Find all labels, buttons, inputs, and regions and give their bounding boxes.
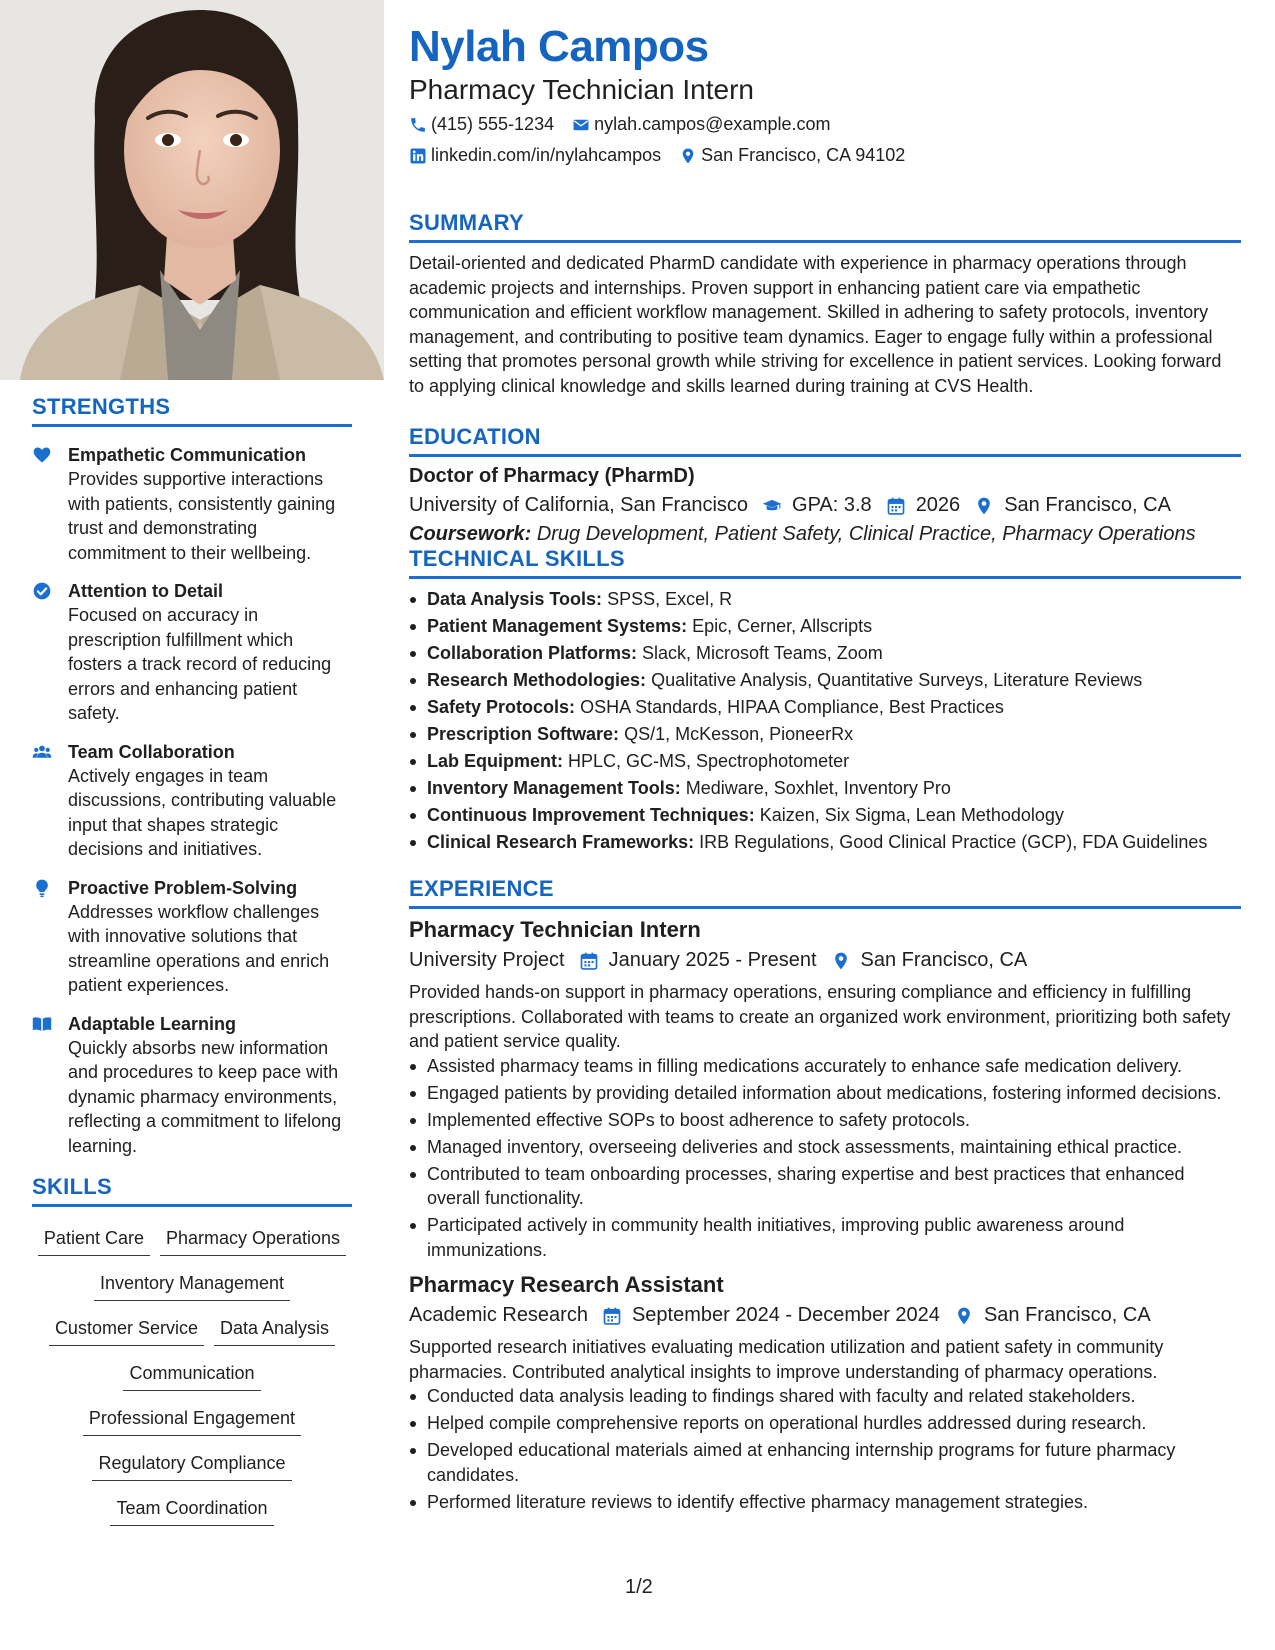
job-meta: [409, 949, 1241, 972]
candidate-name: Nylah Campos: [409, 22, 709, 71]
school-name: University of California, San Francisco: [409, 494, 749, 516]
summary-text: Detail-oriented and dedicated PharmD candidate with experience in pharmacy operations through academic projects and internships. Proven support in enhancing patient care via empathetic communication and efficient workflow management. Skilled in adhering to safety protocols, inventory management, and contributing to positive team dynamics. Eager to engage fully within a professional setting that promotes personal growth while striving for excellence in patient services. Looking forward to applying clinical knowledge and skills learned during training at CVS Health.: [409, 253, 1222, 396]
list-item: Contributed to team onboarding processes, sharing expertise and best practices that enhanced overall functionality.: [409, 1162, 1241, 1211]
skill-tag: Pharmacy Operations: [160, 1223, 346, 1256]
candidate-role: Pharmacy Technician Intern: [409, 74, 754, 105]
list-item: Clinical Research Frameworks: IRB Regulations, Good Clinical Practice (GCP), FDA Guidelines: [409, 830, 1241, 855]
job-bullets: [409, 1384, 1241, 1514]
map-pin-icon: [831, 951, 851, 971]
education-meta: [409, 494, 1241, 517]
job-dates-text: September 2024 - December 2024: [631, 1304, 940, 1326]
location-text: San Francisco, CA 94102: [701, 145, 906, 165]
list-item: Data Analysis Tools: SPSS, Excel, R: [409, 587, 1241, 612]
job-description: Provided hands-on support in pharmacy operations, ensuring compliance and efficiency in fulfilling prescriptions. Collaborated with teams to create an organized work environment, prioritizing both safety and patient service quality.: [409, 982, 1231, 1051]
strength-description: Provides supportive interactions with patients, consistently gaining trust and demonstrating commitment to their wellbeing.: [68, 469, 336, 563]
degree-name: Doctor of Pharmacy (PharmD): [409, 465, 695, 487]
job-bullets: [409, 1054, 1241, 1263]
skills-section: [32, 1174, 352, 1532]
job-org: Academic Research: [409, 1304, 588, 1326]
strength-name: Empathetic Communication: [68, 445, 307, 465]
experience-section: [409, 876, 1241, 1517]
skill-tag: Regulatory Compliance: [92, 1448, 291, 1481]
strength-name: Attention to Detail: [68, 581, 223, 601]
book-open-icon: [32, 1012, 68, 1034]
calendar-icon: [602, 1306, 622, 1326]
strength-name: Proactive Problem-Solving: [68, 877, 298, 898]
list-item: Developed educational materials aimed at enhancing internship programs for future pharmacy candidates.: [409, 1438, 1241, 1487]
strength-description: Addresses workflow challenges with innovative solutions that streamline operations and enrich patient experiences.: [68, 901, 330, 995]
education-location-text: San Francisco, CA: [1004, 494, 1171, 516]
year-item: [886, 494, 961, 517]
education-location: [974, 494, 1171, 517]
calendar-icon: [579, 951, 599, 971]
coursework-list: Drug Development, Patient Safety, Clinical Practice, Pharmacy Operations: [536, 523, 1196, 545]
coursework-label: Coursework:: [409, 523, 532, 545]
job-location: [831, 949, 1028, 972]
list-item: Conducted data analysis leading to findings shared with faculty and related stakeholders.: [409, 1384, 1241, 1409]
check-circle-icon: [32, 579, 68, 601]
list-item: Lab Equipment: HPLC, GC-MS, Spectrophotometer: [409, 749, 1241, 774]
gpa-value: GPA: 3.8: [792, 494, 872, 516]
education-title: EDUCATION: [409, 424, 1241, 457]
list-item: Continuous Improvement Techniques: Kaizen, Six Sigma, Lean Methodology: [409, 803, 1241, 828]
users-icon: [32, 740, 68, 762]
email-contact[interactable]: [572, 114, 830, 135]
technical-skills-title: TECHNICAL SKILLS: [409, 546, 1241, 579]
skill-tag: Patient Care: [38, 1223, 150, 1256]
job-location-text: San Francisco, CA: [983, 1304, 1151, 1326]
strength-description: Focused on accuracy in prescription fulfillment which fosters a track record of reducing errors and enhancing patient safety.: [68, 605, 332, 723]
list-item: Implemented effective SOPs to boost adherence to safety protocols.: [409, 1108, 1241, 1133]
strengths-section: [32, 394, 352, 1158]
phone-icon: [409, 116, 427, 134]
list-item: Prescription Software: QS/1, McKesson, PioneerRx: [409, 722, 1241, 747]
job-location-text: San Francisco, CA: [860, 949, 1028, 971]
skill-tag: Data Analysis: [214, 1313, 335, 1346]
job-description: Supported research initiatives evaluating medication utilization and patient safety in community pharmacies. Contributed analytical insights to improve understanding of pharmacy operations.: [409, 1337, 1164, 1382]
strength-item: [32, 443, 352, 565]
job-dates-text: January 2025 - Present: [608, 949, 817, 971]
linkedin-icon: [409, 147, 427, 165]
contact-row-2: [409, 145, 923, 166]
coursework: [409, 523, 1241, 546]
job-entry: [409, 1272, 1241, 1514]
summary-title: SUMMARY: [409, 210, 1241, 243]
list-item: Safety Protocols: OSHA Standards, HIPAA Compliance, Best Practices: [409, 695, 1241, 720]
envelope-icon: [572, 116, 590, 134]
technical-skills-section: [409, 546, 1241, 857]
lightbulb-icon: [32, 876, 68, 898]
strength-description: Quickly absorbs new information and procedures to keep pace with dynamic pharmacy environments, reflecting a commitment to lifelong learning.: [68, 1037, 342, 1156]
graduation-cap-icon: [762, 496, 782, 516]
education-section: [409, 424, 1241, 546]
linkedin-contact[interactable]: [409, 145, 661, 166]
skill-tag: Professional Engagement: [83, 1403, 301, 1436]
list-item: Participated actively in community health initiatives, improving public awareness around immunizations.: [409, 1213, 1241, 1262]
heart-icon: [32, 443, 68, 465]
strength-name: Team Collaboration: [68, 741, 235, 762]
page-number: 1/2: [625, 1576, 653, 1598]
location-contact: [679, 145, 905, 166]
list-item: Helped compile comprehensive reports on operational hurdles addressed during research.: [409, 1411, 1241, 1436]
job-entry: [409, 917, 1241, 1262]
strength-item: [32, 876, 352, 998]
summary-section: [409, 210, 1241, 398]
skills-title: SKILLS: [32, 1174, 352, 1207]
list-item: Managed inventory, overseeing deliveries and stock assessments, maintaining ethical practice.: [409, 1135, 1241, 1160]
skills-list: [32, 1217, 352, 1532]
job-dates: [579, 949, 817, 972]
skill-tag: Customer Service: [49, 1313, 204, 1346]
list-item: Assisted pharmacy teams in filling medications accurately to enhance safe medication delivery.: [409, 1054, 1241, 1079]
list-item: Performed literature reviews to identify effective pharmacy management strategies.: [409, 1490, 1241, 1515]
list-item: Inventory Management Tools: Mediware, Soxhlet, Inventory Pro: [409, 776, 1241, 801]
contact-row-1: [409, 114, 848, 135]
technical-skills-list: [409, 587, 1241, 855]
calendar-icon: [886, 496, 906, 516]
phone-number: (415) 555-1234: [431, 114, 555, 134]
skill-tag: Communication: [123, 1358, 260, 1391]
experience-title: EXPERIENCE: [409, 876, 1241, 909]
strength-item: [32, 740, 352, 862]
strength-item: [32, 579, 352, 726]
graduation-year: 2026: [915, 494, 961, 516]
portrait-illustration: [0, 0, 384, 380]
strength-name: Adaptable Learning: [68, 1013, 237, 1034]
map-pin-icon: [954, 1306, 974, 1326]
strength-item: [32, 1012, 352, 1159]
list-item: Patient Management Systems: Epic, Cerner, Allscripts: [409, 614, 1241, 639]
profile-photo: [0, 0, 384, 380]
skill-tag: Team Coordination: [110, 1493, 273, 1526]
gpa-item: [762, 494, 872, 517]
job-dates: [602, 1304, 940, 1327]
email-address[interactable]: nylah.campos@example.com: [594, 114, 831, 134]
job-title: Pharmacy Research Assistant: [409, 1272, 724, 1297]
linkedin-url[interactable]: linkedin.com/in/nylahcampos: [431, 145, 662, 165]
map-pin-icon: [974, 496, 994, 516]
job-meta: [409, 1304, 1241, 1327]
strengths-title: STRENGTHS: [32, 394, 352, 427]
list-item: Collaboration Platforms: Slack, Microsoft Teams, Zoom: [409, 641, 1241, 666]
map-pin-icon: [679, 147, 697, 165]
job-org: University Project: [409, 949, 565, 971]
phone-contact: [409, 114, 554, 135]
skill-tag: Inventory Management: [94, 1268, 290, 1301]
list-item: Engaged patients by providing detailed information about medications, fostering informed decisions.: [409, 1081, 1241, 1106]
job-title: Pharmacy Technician Intern: [409, 917, 701, 942]
strength-description: Actively engages in team discussions, contributing valuable input that shapes strategic decisions and initiatives.: [68, 765, 337, 859]
job-location: [954, 1304, 1151, 1327]
list-item: Research Methodologies: Qualitative Analysis, Quantitative Surveys, Literature Reviews: [409, 668, 1241, 693]
left-column: [0, 0, 384, 1650]
